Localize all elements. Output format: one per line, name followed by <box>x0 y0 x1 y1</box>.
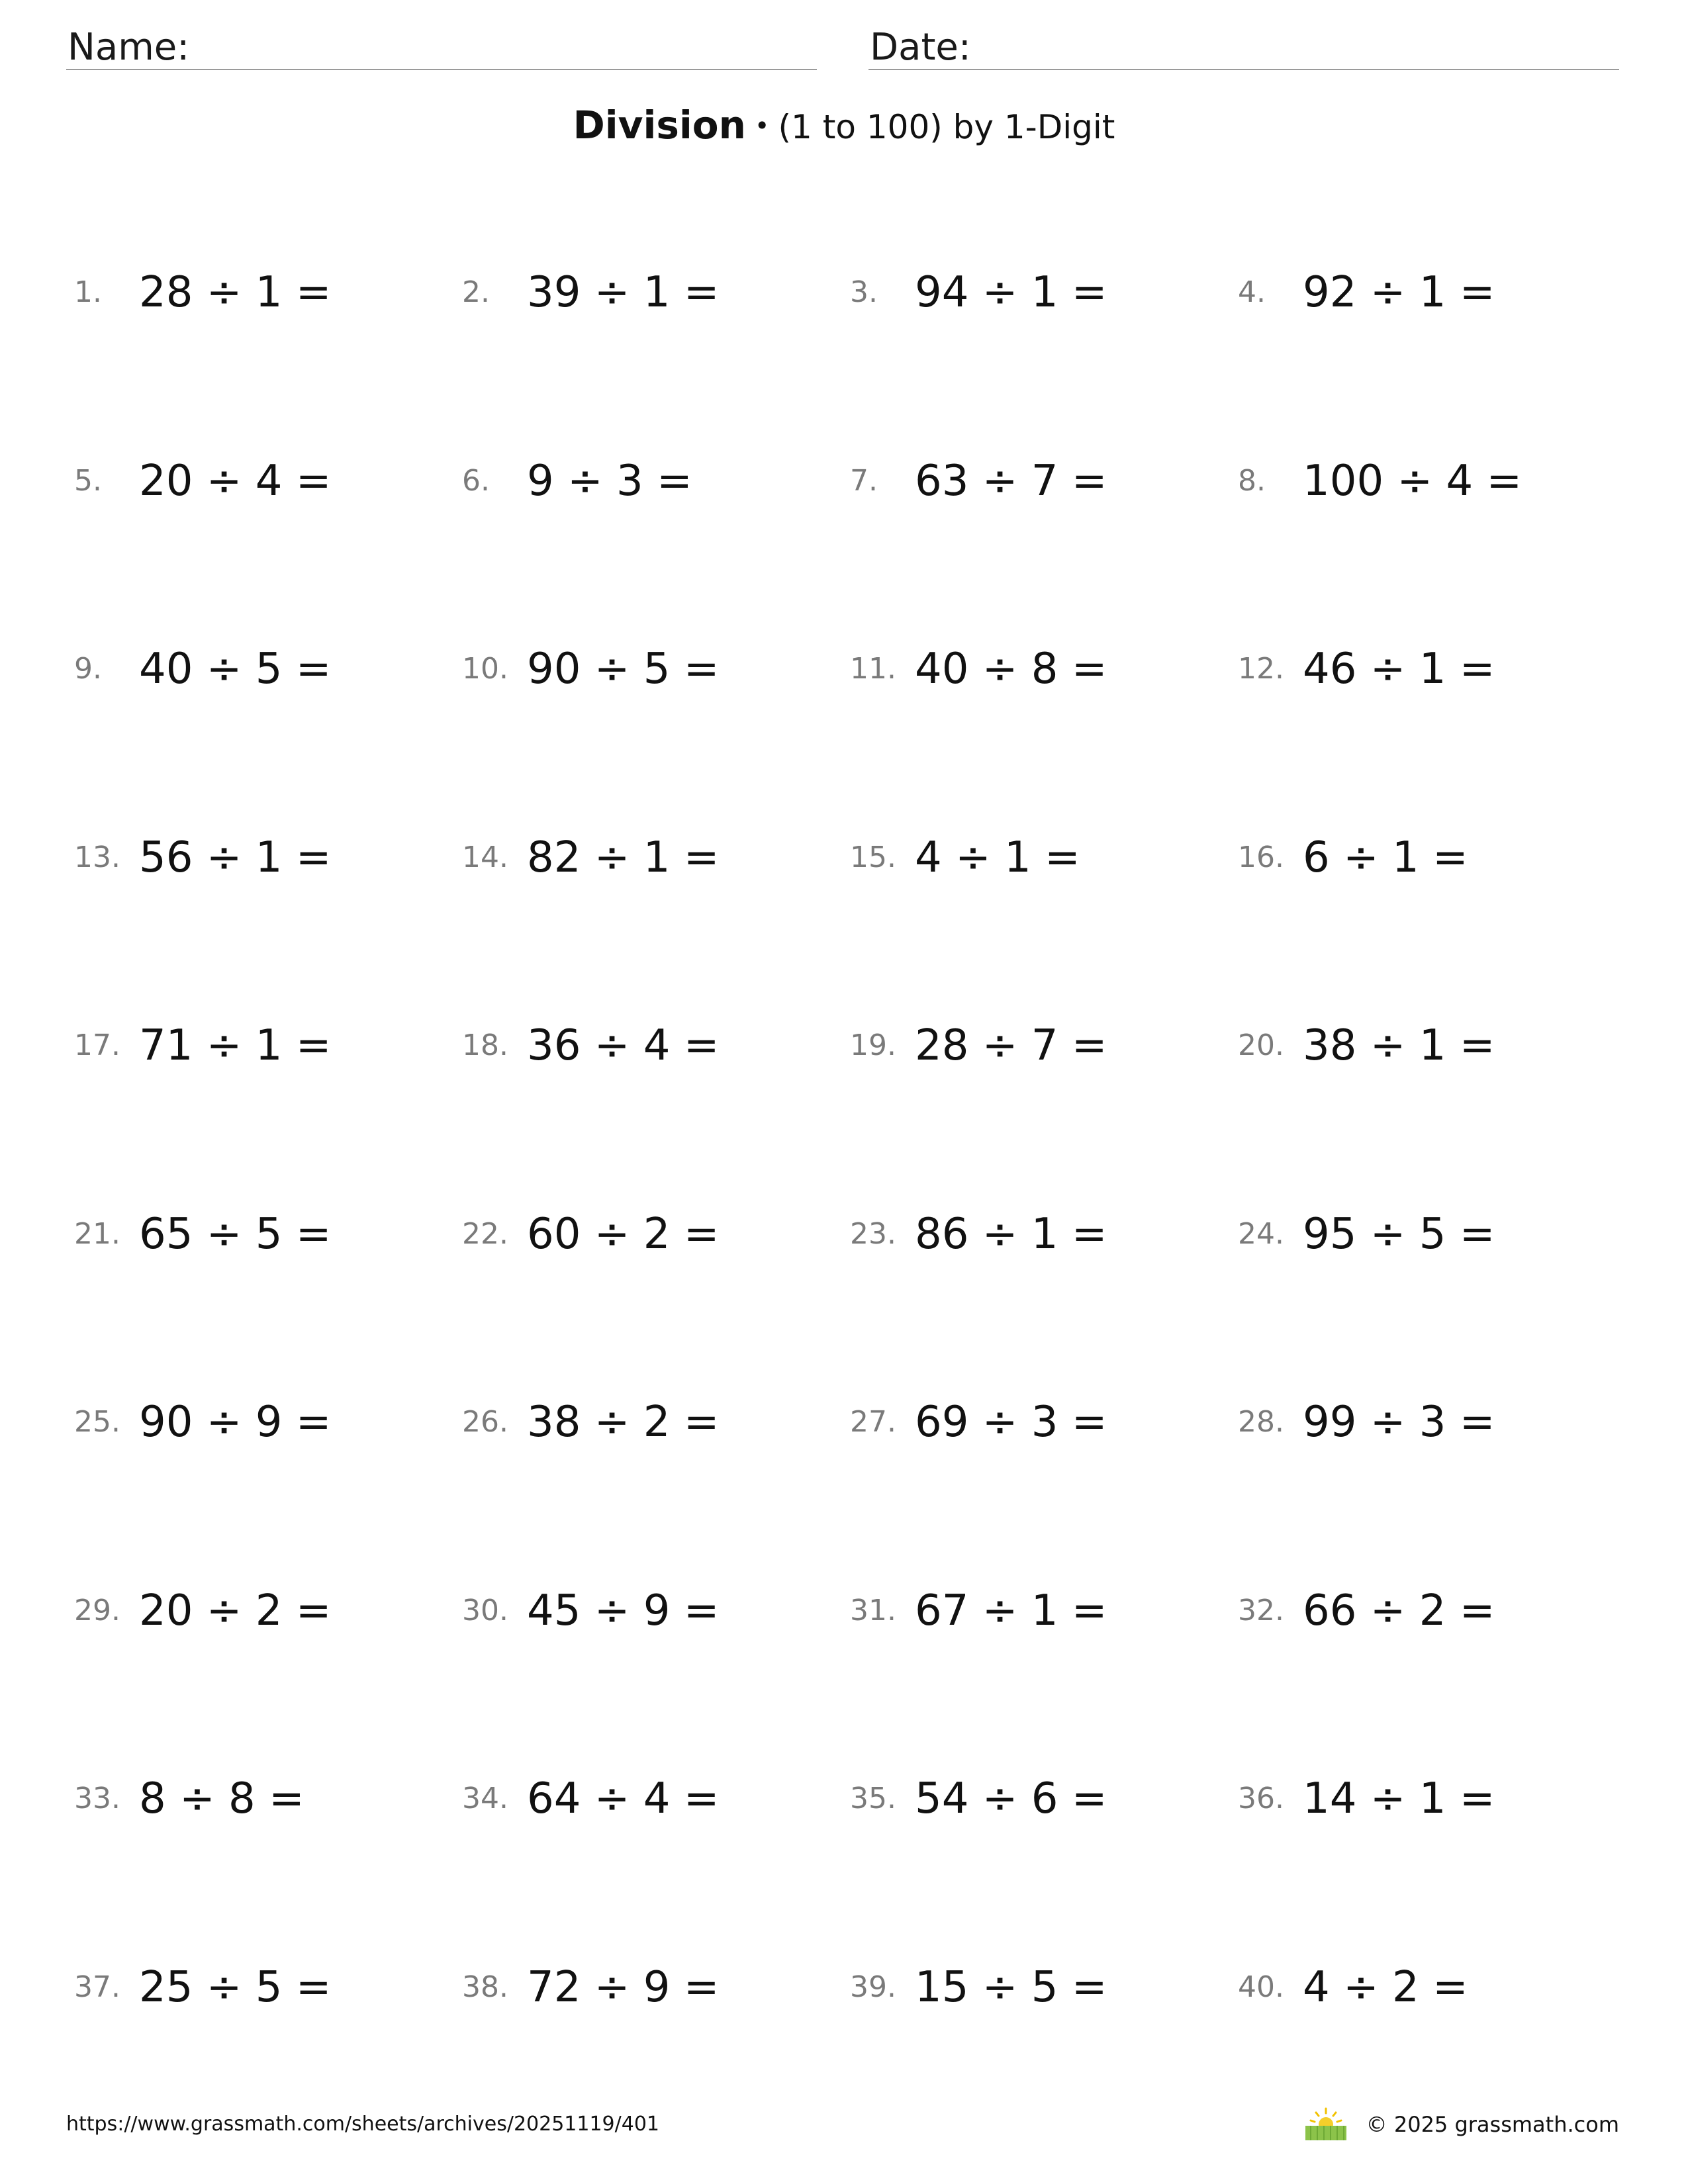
problem-number: 14. <box>462 840 508 874</box>
problem-item <box>462 433 850 622</box>
problem-number: 21. <box>74 1216 120 1251</box>
problem-item <box>462 998 850 1187</box>
problem-number: 2. <box>462 275 490 309</box>
grass-sun-logo-icon <box>1303 2107 1349 2142</box>
problem-expression: 36 ÷ 4 = <box>527 1021 720 1070</box>
problem-number: 6. <box>462 463 490 498</box>
problem-number: 18. <box>462 1028 508 1062</box>
problem-item <box>1238 1563 1623 1752</box>
problem-number: 33. <box>74 1782 120 1815</box>
problem-item <box>1238 810 1623 999</box>
problem-number: 37. <box>74 1970 120 2004</box>
problem-expression: 4 ÷ 2 = <box>1303 1962 1468 2012</box>
problem-expression: 54 ÷ 6 = <box>915 1774 1107 1823</box>
footer-url[interactable]: https://www.grassmath.com/sheets/archives/20251119/401 <box>66 2113 660 2136</box>
problem-expression: 99 ÷ 3 = <box>1303 1398 1495 1447</box>
problem-item <box>850 1375 1238 1563</box>
problem-number: 7. <box>850 463 878 498</box>
problem-expression: 9 ÷ 3 = <box>527 456 692 506</box>
problem-item <box>74 998 462 1187</box>
problem-number: 4. <box>1238 275 1266 309</box>
problem-item <box>462 1563 850 1752</box>
problem-number: 36. <box>1238 1782 1284 1815</box>
problem-item <box>462 1187 850 1375</box>
problem-expression: 39 ÷ 1 = <box>527 268 720 317</box>
problem-item <box>1238 998 1623 1187</box>
problem-expression: 92 ÷ 1 = <box>1303 268 1495 317</box>
problem-expression: 90 ÷ 5 = <box>527 645 720 694</box>
problem-item <box>74 1187 462 1375</box>
problem-item <box>850 810 1238 999</box>
title-separator: • <box>755 111 770 140</box>
problem-expression: 6 ÷ 1 = <box>1303 833 1468 882</box>
problem-number: 34. <box>462 1782 508 1815</box>
problem-number: 16. <box>1238 840 1284 874</box>
problem-item <box>74 1375 462 1563</box>
problem-expression: 25 ÷ 5 = <box>139 1962 332 2012</box>
problem-expression: 40 ÷ 5 = <box>139 645 332 694</box>
problem-expression: 45 ÷ 9 = <box>527 1586 720 1635</box>
problem-number: 25. <box>74 1405 120 1439</box>
problem-item <box>74 621 462 810</box>
problem-expression: 15 ÷ 5 = <box>915 1962 1107 2012</box>
problem-expression: 72 ÷ 9 = <box>527 1962 720 2012</box>
problem-number: 31. <box>850 1593 896 1627</box>
problem-expression: 66 ÷ 2 = <box>1303 1586 1495 1635</box>
problem-number: 15. <box>850 840 896 874</box>
problem-number: 32. <box>1238 1593 1284 1627</box>
problem-item <box>1238 245 1623 433</box>
problem-expression: 38 ÷ 1 = <box>1303 1021 1495 1070</box>
problem-expression: 64 ÷ 4 = <box>527 1774 720 1823</box>
problem-expression: 71 ÷ 1 = <box>139 1021 332 1070</box>
problem-grid <box>74 245 1623 2124</box>
problem-number: 23. <box>850 1216 896 1251</box>
problem-item <box>74 245 462 433</box>
problem-number: 28. <box>1238 1405 1284 1439</box>
problem-expression: 65 ÷ 5 = <box>139 1209 332 1259</box>
problem-number: 29. <box>74 1593 120 1627</box>
problem-item <box>74 810 462 999</box>
problem-expression: 67 ÷ 1 = <box>915 1586 1107 1635</box>
problem-expression: 82 ÷ 1 = <box>527 833 720 882</box>
problem-expression: 28 ÷ 1 = <box>139 268 332 317</box>
problem-item <box>1238 1751 1623 1940</box>
problem-expression: 69 ÷ 3 = <box>915 1398 1107 1447</box>
problem-number: 26. <box>462 1405 508 1439</box>
problem-expression: 40 ÷ 8 = <box>915 645 1107 694</box>
problem-number: 27. <box>850 1405 896 1439</box>
problem-expression: 60 ÷ 2 = <box>527 1209 720 1259</box>
problem-number: 19. <box>850 1028 896 1062</box>
problem-item <box>1238 1940 1623 2128</box>
problem-item <box>1238 1187 1623 1375</box>
problem-number: 24. <box>1238 1216 1284 1251</box>
problem-item <box>850 1563 1238 1752</box>
problem-item <box>462 1375 850 1563</box>
problem-expression: 8 ÷ 8 = <box>139 1774 305 1823</box>
problem-number: 20. <box>1238 1028 1284 1062</box>
problem-expression: 63 ÷ 7 = <box>915 456 1107 506</box>
problem-expression: 46 ÷ 1 = <box>1303 645 1495 694</box>
name-field[interactable] <box>66 25 817 70</box>
problem-item <box>74 433 462 622</box>
date-field[interactable] <box>868 25 1619 70</box>
problem-item <box>1238 621 1623 810</box>
problem-item <box>74 1563 462 1752</box>
problem-expression: 20 ÷ 4 = <box>139 456 332 506</box>
problem-expression: 28 ÷ 7 = <box>915 1021 1107 1070</box>
title-subtitle: (1 to 100) by 1-Digit <box>778 108 1115 146</box>
problem-expression: 38 ÷ 2 = <box>527 1398 720 1447</box>
footer-copyright: © 2025 grassmath.com <box>1366 2112 1619 2137</box>
problem-item <box>850 1940 1238 2128</box>
problem-expression: 86 ÷ 1 = <box>915 1209 1107 1259</box>
problem-expression: 95 ÷ 5 = <box>1303 1209 1495 1259</box>
worksheet-title <box>0 103 1688 148</box>
problem-number: 39. <box>850 1970 896 2004</box>
problem-expression: 56 ÷ 1 = <box>139 833 332 882</box>
problem-number: 13. <box>74 840 120 874</box>
problem-expression: 94 ÷ 1 = <box>915 268 1107 317</box>
problem-number: 40. <box>1238 1970 1284 2004</box>
problem-number: 38. <box>462 1970 508 2004</box>
problem-expression: 4 ÷ 1 = <box>915 833 1080 882</box>
problem-number: 9. <box>74 652 102 686</box>
title-main: Division <box>573 103 746 148</box>
problem-item <box>74 1751 462 1940</box>
problem-item <box>74 1940 462 2128</box>
problem-item <box>462 245 850 433</box>
problem-item <box>462 1751 850 1940</box>
name-label: Name: <box>68 26 190 69</box>
problem-expression: 90 ÷ 9 = <box>139 1398 332 1447</box>
problem-item <box>850 998 1238 1187</box>
problem-number: 3. <box>850 275 878 309</box>
problem-item <box>1238 433 1623 622</box>
footer-brand <box>1303 2105 1619 2144</box>
problem-expression: 100 ÷ 4 = <box>1303 456 1523 506</box>
problem-number: 30. <box>462 1593 508 1627</box>
problem-number: 5. <box>74 463 102 498</box>
problem-expression: 14 ÷ 1 = <box>1303 1774 1495 1823</box>
problem-number: 8. <box>1238 463 1266 498</box>
problem-item <box>462 810 850 999</box>
problem-item <box>850 1187 1238 1375</box>
problem-number: 10. <box>462 652 508 686</box>
problem-number: 12. <box>1238 652 1284 686</box>
problem-item <box>850 621 1238 810</box>
problem-item <box>1238 1375 1623 1563</box>
problem-number: 1. <box>74 275 102 309</box>
problem-number: 35. <box>850 1782 896 1815</box>
date-label: Date: <box>870 26 971 69</box>
problem-item <box>462 1940 850 2128</box>
problem-item <box>462 621 850 810</box>
problem-number: 11. <box>850 652 896 686</box>
problem-item <box>850 1751 1238 1940</box>
problem-item <box>850 245 1238 433</box>
problem-item <box>850 433 1238 622</box>
problem-number: 22. <box>462 1216 508 1251</box>
problem-number: 17. <box>74 1028 120 1062</box>
problem-expression: 20 ÷ 2 = <box>139 1586 332 1635</box>
